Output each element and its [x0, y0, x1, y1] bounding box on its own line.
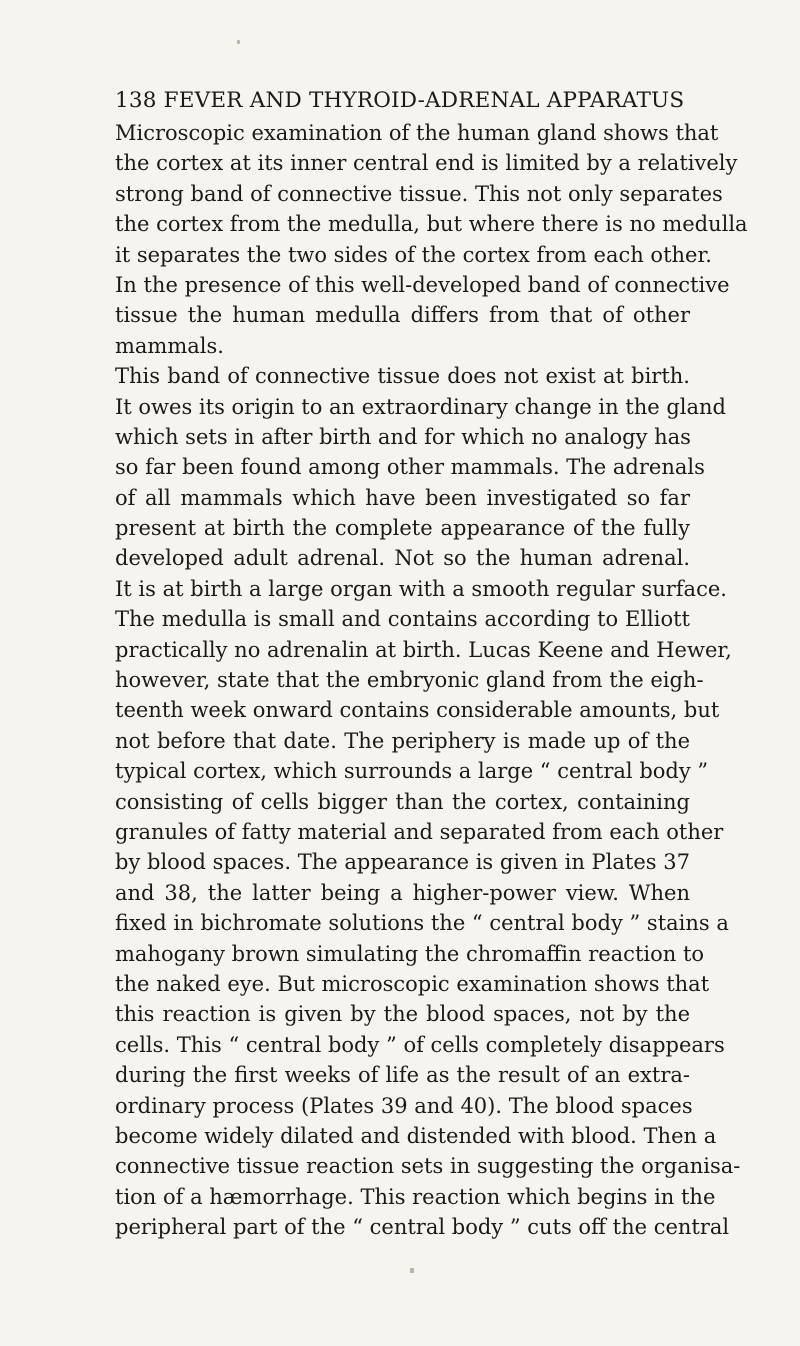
text-line: so far been found among other mammals. The adrenals — [115, 455, 705, 480]
text-line: It owes its origin to an extraordinary change in the gland — [115, 394, 726, 419]
text-line: the naked eye. But microscopic examination shows that — [115, 971, 710, 996]
text-line: tion of a hæmorrhage. This reaction which begins in the — [115, 1184, 716, 1209]
text-line: In the presence of this well-developed band of connective — [115, 272, 730, 297]
text-line: teenth week onward contains considerable amounts, but — [115, 698, 720, 723]
text-line: the cortex from the medulla, but where there is no medulla — [115, 212, 748, 237]
text-line: by blood spaces. The appearance is given in Plates 37 — [115, 850, 690, 875]
paragraph-1 — [115, 118, 748, 361]
text-line: it separates the two sides of the cortex from each other. — [115, 242, 712, 267]
text-line: developed adult adrenal. Not so the human adrenal. — [115, 546, 690, 571]
text-line: this reaction is given by the blood spaces, not by the — [115, 1002, 690, 1027]
paper-speck — [237, 40, 240, 44]
text-line: not before that date. The periphery is made up of the — [115, 728, 690, 753]
running-head: 138 FEVER AND THYROID-ADRENAL APPARATUS — [115, 88, 685, 113]
text-line: The medulla is small and contains according to Elliott — [115, 607, 690, 632]
text-line: however, state that the embryonic gland from the eigh- — [115, 668, 704, 693]
text-line: consisting of cells bigger than the cortex, containing — [115, 789, 690, 814]
body-text — [115, 118, 748, 1242]
text-line: Microscopic examination of the human gland shows that — [115, 121, 719, 145]
text-line: fixed in bichromate solutions the “ central body ” stains a — [115, 911, 729, 936]
text-line: It is at birth a large organ with a smooth regular surface. — [115, 576, 727, 601]
text-line: typical cortex, which surrounds a large “ central body ” — [115, 759, 709, 784]
text-line: during the first weeks of life as the result of an extra- — [115, 1063, 690, 1088]
text-line: present at birth the complete appearance of the fully — [115, 516, 690, 541]
text-line: granules of fatty material and separated from each other — [115, 819, 724, 844]
text-line: strong band of connective tissue. This not only separates — [115, 181, 723, 206]
text-line: the cortex at its inner central end is limited by a relatively — [115, 151, 738, 176]
text-line: mammals. — [115, 333, 224, 358]
text-line: ordinary process (Plates 39 and 40). The blood spaces — [115, 1093, 693, 1118]
text-line: mahogany brown simulating the chromaffin reaction to — [115, 941, 705, 966]
paragraph-2 — [115, 361, 741, 1242]
text-line: practically no adrenalin at birth. Lucas Keene and Hewer, — [115, 637, 732, 662]
text-line: peripheral part of the “ central body ” cuts off the central — [115, 1215, 730, 1240]
paper-speck — [410, 1268, 414, 1273]
text-line: of all mammals which have been investigated so far — [115, 485, 690, 510]
text-line: become widely dilated and distended with blood. Then a — [115, 1123, 717, 1148]
text-line: and 38, the latter being a higher-power view. When — [115, 880, 690, 905]
text-line: tissue the human medulla differs from that of other — [115, 303, 690, 328]
text-line: which sets in after birth and for which no analogy has — [115, 424, 691, 449]
text-line: This band of connective tissue does not exist at birth. — [115, 364, 690, 389]
text-line: cells. This “ central body ” of cells completely disappears — [115, 1032, 725, 1057]
text-line: connective tissue reaction sets in suggesting the organisa- — [115, 1154, 741, 1179]
